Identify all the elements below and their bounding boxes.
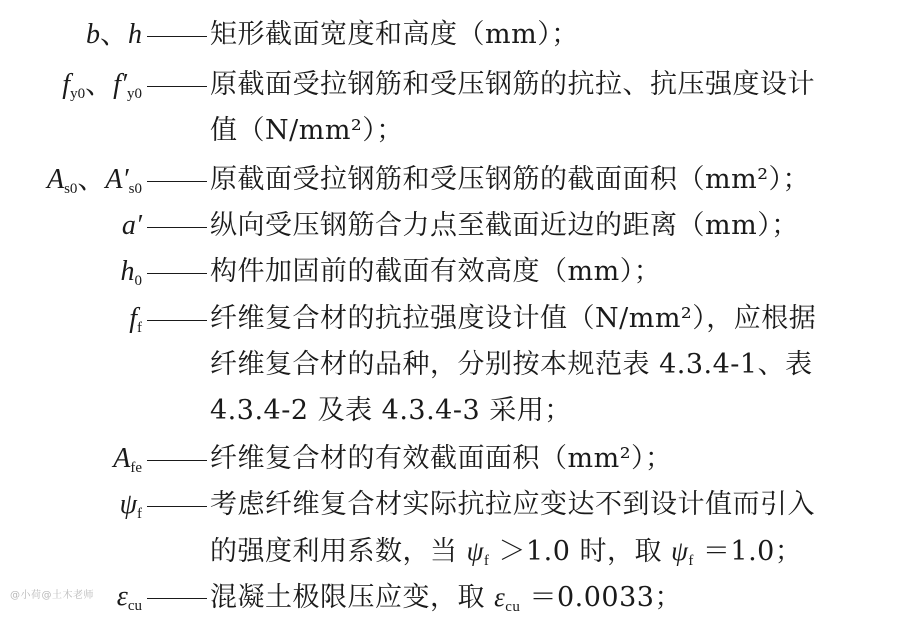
definition-a-prime <box>0 203 910 249</box>
definition-text-continuation: 4.3.4-2 及表 4.3.4-3 采用； <box>210 395 572 426</box>
watermark: @小荷@土木老师 <box>10 590 94 601</box>
definition-epsilon-cu <box>0 574 910 620</box>
dash <box>147 296 207 342</box>
definition-text: 原截面受拉钢筋和受压钢筋的截面面积（mm²）； <box>210 164 811 195</box>
definition-as0 <box>0 157 910 203</box>
symbol-b-h: b、h <box>85 19 142 50</box>
definition-ff-continuation-2 <box>0 388 910 434</box>
dash <box>147 157 207 203</box>
definition-fy0-continuation <box>0 108 910 154</box>
definition-text-continuation: 值（N/mm²）； <box>210 115 404 146</box>
definition-afe <box>0 436 910 482</box>
symbol-epsilon-cu: $\varepsilon_{cu}$ <box>116 581 142 614</box>
dash <box>147 203 207 249</box>
symbol-fy0: $f_{y0}$、$f'_{y0}$ <box>62 69 142 102</box>
dash <box>147 62 207 108</box>
definition-ff <box>0 296 910 342</box>
symbol-as0: $A_{s0}$、$A'_{s0}$ <box>46 164 142 197</box>
definition-text-continuation: 的强度利用系数，当 $\psi_f >1.0$ 时，取 $\psi_f =1.0$； <box>210 536 803 569</box>
definition-ff-continuation-1 <box>0 342 910 388</box>
definition-text-continuation: 纤维复合材的品种，分别按本规范表 4.3.4-1、表 <box>210 349 813 380</box>
definition-text: 混凝土极限压应变，取 $\varepsilon_{cu} =0.0033$； <box>210 582 682 615</box>
symbol-psi-f: $\psi_f$ <box>119 489 142 522</box>
definition-text: 原截面受拉钢筋和受压钢筋的抗拉、抗压强度设计 <box>210 69 815 100</box>
symbol-a-prime: a′ <box>121 210 142 241</box>
definition-text: 纵向受压钢筋合力点至截面近边的距离（mm）； <box>210 210 799 241</box>
dash <box>147 482 207 528</box>
definition-text: 矩形截面宽度和高度（mm）； <box>210 19 579 50</box>
dash <box>147 574 207 620</box>
symbol-ff: $f_f$ <box>129 303 142 336</box>
definition-psi-f-continuation <box>0 528 910 574</box>
definition-psi-f <box>0 482 910 528</box>
definition-h0 <box>0 249 910 295</box>
dash <box>147 249 207 295</box>
definition-text: 考虑纤维复合材实际抗拉应变达不到设计值而引入 <box>210 489 815 520</box>
definition-b-h <box>0 12 910 58</box>
definition-text: 构件加固前的截面有效高度（mm）； <box>210 256 662 287</box>
definition-text: 纤维复合材的有效截面面积（mm²）； <box>210 443 673 474</box>
symbol-afe: $A_{fe}$ <box>113 443 142 476</box>
definition-fy0 <box>0 62 910 108</box>
dash <box>147 436 207 482</box>
dash <box>147 12 207 58</box>
symbol-h0: $h_0$ <box>120 256 142 289</box>
definition-text: 纤维复合材的抗拉强度设计值（N/mm²），应根据 <box>210 303 817 334</box>
